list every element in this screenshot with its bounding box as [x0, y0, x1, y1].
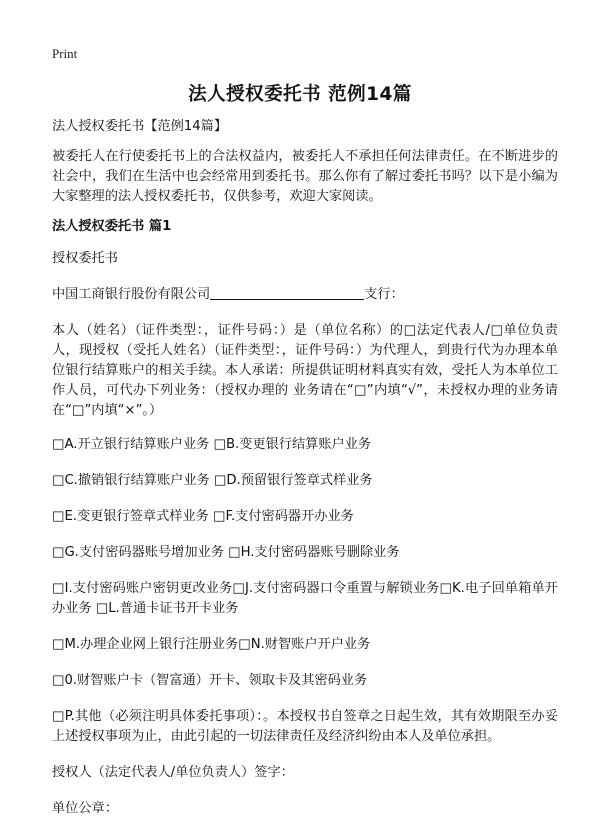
authorization-paragraph: 本人（姓名）（证件类型：，证件号码：）是（单位名称）的□法定代表人/□单位负责人，现授权（受托人姓名）（证件类型：，证件号码：）为代理人，到贵行代为办理本单位银行结算账户的相关手续。本人承诺：所提供证明材料真实有效，受托人为本单位工作人员，可代办下列业务：（授权办理的 业务请在“□”内填“√”，未授权办理的业务请在“□”内填“×”。）	[52, 323, 558, 418]
option-line: □0.财智账户卡（智富通）开卡、领取卡及其密码业务	[52, 673, 368, 688]
document-label: 授权委托书	[52, 251, 118, 266]
seal-label: 单位公章：	[52, 801, 118, 816]
option-line: □A.开立银行结算账户业务 □B.变更银行结算账户业务	[52, 437, 372, 452]
page-title: 法人授权委托书 范例14篇	[188, 84, 412, 105]
bank-suffix: 支行：	[364, 287, 404, 302]
option-line: □E.变更银行签章式样业务 □F.支付密码器开办业务	[52, 509, 354, 524]
section-heading: 法人授权委托书 篇1	[52, 219, 172, 234]
option-line: □M.办理企业网上银行注册业务□N.财智账户开户业务	[52, 637, 371, 652]
option-line: □C.撤销银行结算账户业务 □D.预留银行签章式样业务	[52, 473, 373, 488]
print-link[interactable]: Print	[52, 46, 78, 61]
option-line: □I.支付密码账户密钥更改业务□J.支付密码器口令重置与解锁业务□K.电子回单箱单开办业务 □L.普通卡证书开卡业务	[52, 581, 558, 616]
document-body	[52, 117, 558, 835]
option-line: □G.支付密码器账号增加业务 □H.支付密码器账号删除业务	[52, 545, 400, 560]
bank-line	[52, 285, 558, 305]
signature-label: 授权人（法定代表人/单位负责人）签字：	[52, 765, 294, 780]
option-line: □P.其他（必须注明具体委托事项）：。本授权书自签章之日起生效，其有效期限至办妥上述授权事项为止，由此引起的一切法律责任及经济纠纷由本人及单位承担。	[52, 709, 558, 744]
bank-name: 中国工商银行股份有限公司	[52, 287, 211, 302]
blank-underline	[210, 285, 364, 300]
document-subtitle: 法人授权委托书【范例14篇】	[52, 119, 228, 134]
intro-paragraph: 被委托人在行使委托书上的合法权益内，被委托人不承担任何法律责任。在不断进步的社会中，我们在生活中也会经常用到委托书。那么你有了解过委托书吗？以下是小编为大家整理的法人授权委托书，仅供参考，欢迎大家阅读。	[52, 149, 558, 204]
